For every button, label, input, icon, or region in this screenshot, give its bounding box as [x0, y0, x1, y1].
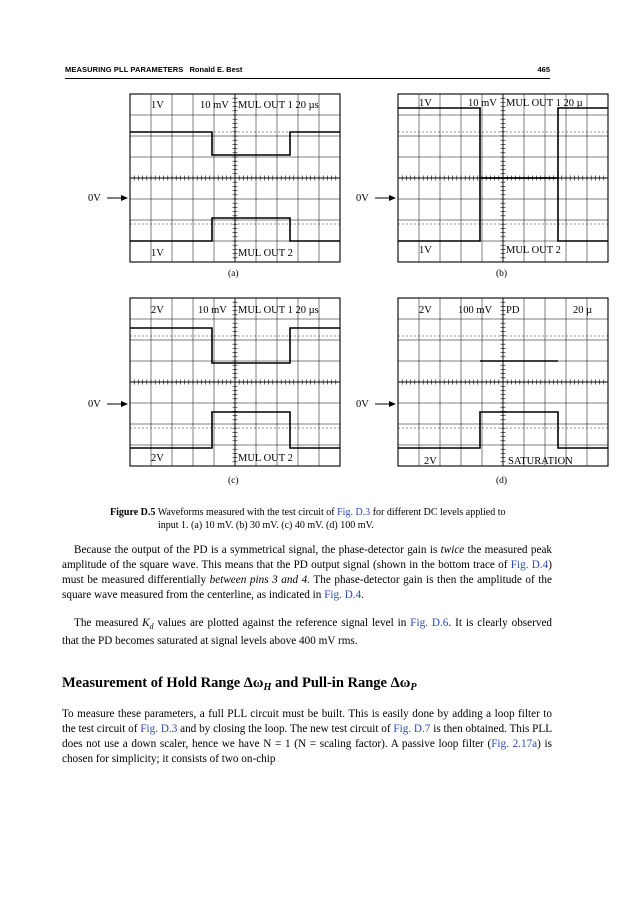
- kd-symbol: [142, 617, 153, 629]
- para1-text-1: Because the output of the PD is a symmetrical signal, the phase-detector gain is: [74, 544, 438, 556]
- panel-b-bottom-label: 1V: [419, 245, 432, 256]
- para2-text-2: values are plotted against the reference signal level in: [157, 617, 407, 629]
- panel-b-top-label: 1V: [419, 98, 432, 109]
- panel-b-top-channel: MUL OUT 1 20 µ: [506, 98, 583, 109]
- kd-subscript: d: [149, 622, 154, 631]
- caption-line-2: input 1. (a) 10 mV. (b) 30 mV. (c) 40 mV. (d) 100 mV.: [158, 520, 374, 531]
- para1-emphasis-twice: twice: [440, 544, 465, 556]
- zero-marker-c: [88, 399, 128, 410]
- heading-text-1: Measurement of Hold Range Δω: [62, 675, 264, 691]
- para3-text-4: A passive loop filter (: [390, 738, 492, 750]
- zero-marker-d: [356, 399, 396, 410]
- paragraph-kd-values: [62, 616, 552, 649]
- para3-ref-fig-d7[interactable]: Fig. D.7: [393, 723, 431, 735]
- panel-c-top-label: 2V: [151, 305, 164, 316]
- para3-equation: N = 1 (N = scaling factor).: [263, 738, 388, 750]
- panel-d-top-scale: 100 mV: [458, 305, 493, 316]
- zero-marker-a: [88, 193, 128, 204]
- para3-text-1: To measure these parameters, a full PLL circuit must be built. This is easily done by adding a loop filter to the test circuit of: [62, 708, 552, 735]
- panel-d-bottom-channel: SATURATION: [508, 456, 573, 467]
- panel-c-top-channel: MUL OUT 1 20 µs: [238, 305, 319, 316]
- panel-d-sub-label: (d): [496, 476, 508, 486]
- zero-label-a: 0V: [88, 193, 101, 204]
- para1-text-2: the measured peak amplitude of the square wave. This means that the PD output signal (shown in the bottom trace of: [62, 544, 553, 571]
- para3-text-3: is then obtained. This PLL does not use a down scaler, hence we have: [62, 723, 553, 750]
- para1-ref-fig-d4-2[interactable]: Fig. D.4: [324, 589, 362, 601]
- running-title: MEASURING PLL PARAMETERS: [65, 65, 184, 74]
- figure-caption: [110, 506, 585, 532]
- running-author: Ronald E. Best: [189, 65, 243, 74]
- para2-text-3: . It is clearly observed that the PD becomes saturated at signal levels above 400 mV rms.: [62, 617, 552, 647]
- page-number: 465: [537, 65, 550, 74]
- scope-panel-a: [130, 94, 340, 279]
- para3-text-5: ) is chosen for simplicity; it consists of two on-chip: [62, 738, 552, 765]
- zero-label-c: 0V: [88, 399, 101, 410]
- panel-b-top-scale: 10 mV: [468, 98, 497, 109]
- panel-a-top-scale: 10 mV: [200, 100, 229, 111]
- kd-letter: K: [142, 617, 150, 629]
- para3-text-2: and by closing the loop. The new test circuit of: [180, 723, 391, 735]
- panel-a-bottom-label: 1V: [151, 248, 164, 259]
- para1-text-4: The phase-detector gain is then the amplitude of the square wave measured from the centerline, as indicated in: [62, 574, 552, 601]
- paragraph-full-pll: [62, 707, 552, 767]
- caption-label: Figure D.5: [110, 507, 156, 518]
- caption-ref-fig-d3[interactable]: Fig. D.3: [337, 507, 371, 518]
- zero-marker-b: [356, 193, 396, 204]
- heading-sub-p: P: [410, 682, 417, 693]
- para3-ref-fig-2-17a[interactable]: Fig. 2.17a: [491, 738, 538, 750]
- para3-ref-fig-d3[interactable]: Fig. D.3: [140, 723, 178, 735]
- panel-c-bottom-label: 2V: [151, 453, 164, 464]
- paragraph-pd-gain: [62, 543, 552, 603]
- panel-a-top-label: 1V: [151, 100, 164, 111]
- zero-label-d: 0V: [356, 399, 369, 410]
- panel-d-top-time: 20 µ: [573, 305, 593, 316]
- heading-text-2: and Pull-in Range Δω: [271, 675, 411, 691]
- para2-text-1: The measured: [74, 617, 139, 629]
- panel-a-top-channel: MUL OUT 1 20 µs: [238, 100, 319, 111]
- panel-c-top-scale: 10 mV: [198, 305, 227, 316]
- panel-c-sub-label: (c): [228, 476, 239, 486]
- para1-ref-fig-d4[interactable]: Fig. D.4: [510, 559, 549, 571]
- heading-sub-h: H: [263, 682, 272, 693]
- zero-label-b: 0V: [356, 193, 369, 204]
- caption-text-1: Waveforms measured with the test circuit of: [157, 507, 335, 518]
- panel-d-bottom-label: 2V: [424, 456, 437, 467]
- panel-d-top-channel: PD: [506, 305, 520, 316]
- panel-c-bottom-channel: MUL OUT 2: [238, 453, 293, 464]
- scope-panel-d: [398, 298, 608, 486]
- scope-panel-c: [130, 298, 340, 486]
- panel-b-sub-label: (b): [496, 269, 508, 279]
- panel-b-bottom-channel: MUL OUT 2: [506, 245, 561, 256]
- para2-ref-fig-d6[interactable]: Fig. D.6: [410, 617, 449, 629]
- panel-a-bottom-channel: MUL OUT 2: [238, 248, 293, 259]
- para1-text-3: ) must be measured differentially: [62, 559, 552, 586]
- caption-text-2: for different DC levels applied to: [372, 507, 506, 518]
- section-heading: [62, 675, 417, 693]
- panel-d-top-label: 2V: [419, 305, 432, 316]
- scope-panel-b: [398, 94, 608, 279]
- para1-text-5: .: [361, 589, 364, 601]
- para1-emphasis-pins: between pins 3 and 4.: [209, 574, 311, 586]
- panel-a-sub-label: (a): [228, 269, 239, 279]
